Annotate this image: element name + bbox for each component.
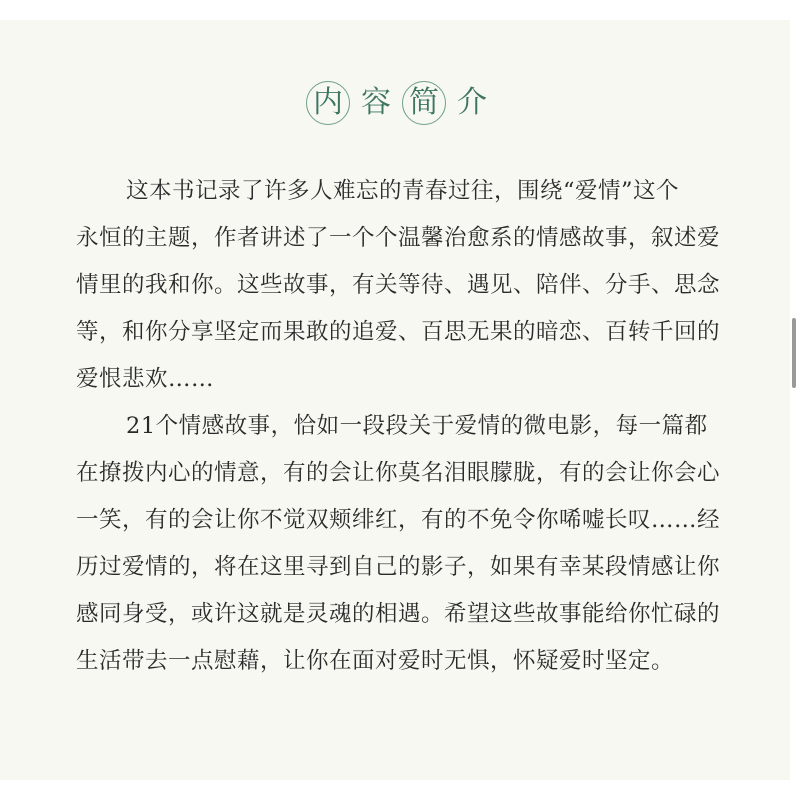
paragraph-line: 情里的我和你。这些故事，有关等待、遇见、陪伴、分手、思念 bbox=[76, 272, 721, 298]
synopsis-body bbox=[76, 168, 736, 685]
section-title bbox=[0, 77, 800, 129]
paragraph-line: 爱恨悲欢…… bbox=[76, 366, 215, 392]
title-char-1: 内 bbox=[306, 81, 350, 125]
paragraph-line: 21个情感故事，恰如一段段关于爱情的微电影，每一篇都 bbox=[126, 413, 708, 439]
paragraph-line: 在撩拨内心的情意，有的会让你莫名泪眼朦胧，有的会让你会心 bbox=[76, 460, 721, 486]
paragraph-line: 历过爱情的，将在这里寻到自己的影子，如果有幸某段情感让你 bbox=[76, 554, 721, 580]
scrollbar-thumb[interactable] bbox=[792, 318, 796, 388]
paragraph-1 bbox=[76, 168, 736, 403]
paragraph-line: 生活带去一点慰藉，让你在面对爱时无惧，怀疑爱时坚定。 bbox=[76, 648, 675, 674]
paragraph-line: 一笑，有的会让你不觉双颊绯红，有的不免令你唏嘘长叹……经 bbox=[76, 507, 721, 533]
paragraph-line: 永恒的主题，作者讲述了一个个温馨治愈系的情感故事，叙述爱 bbox=[76, 225, 721, 251]
title-char-4: 介 bbox=[457, 85, 487, 120]
title-char-2: 容 bbox=[361, 85, 391, 120]
paragraph-2 bbox=[76, 403, 736, 685]
paragraph-line: 等，和你分享坚定而果敢的追爱、百思无果的暗恋、百转千回的 bbox=[76, 319, 721, 345]
paragraph-line: 这本书记录了许多人难忘的青春过往，围绕“爱情”这个 bbox=[126, 178, 680, 204]
paragraph-line: 感同身受，或许这就是灵魂的相遇。希望这些故事能给你忙碌的 bbox=[76, 601, 721, 627]
scrollbar[interactable] bbox=[790, 0, 800, 800]
title-char-3: 简 bbox=[402, 81, 446, 125]
